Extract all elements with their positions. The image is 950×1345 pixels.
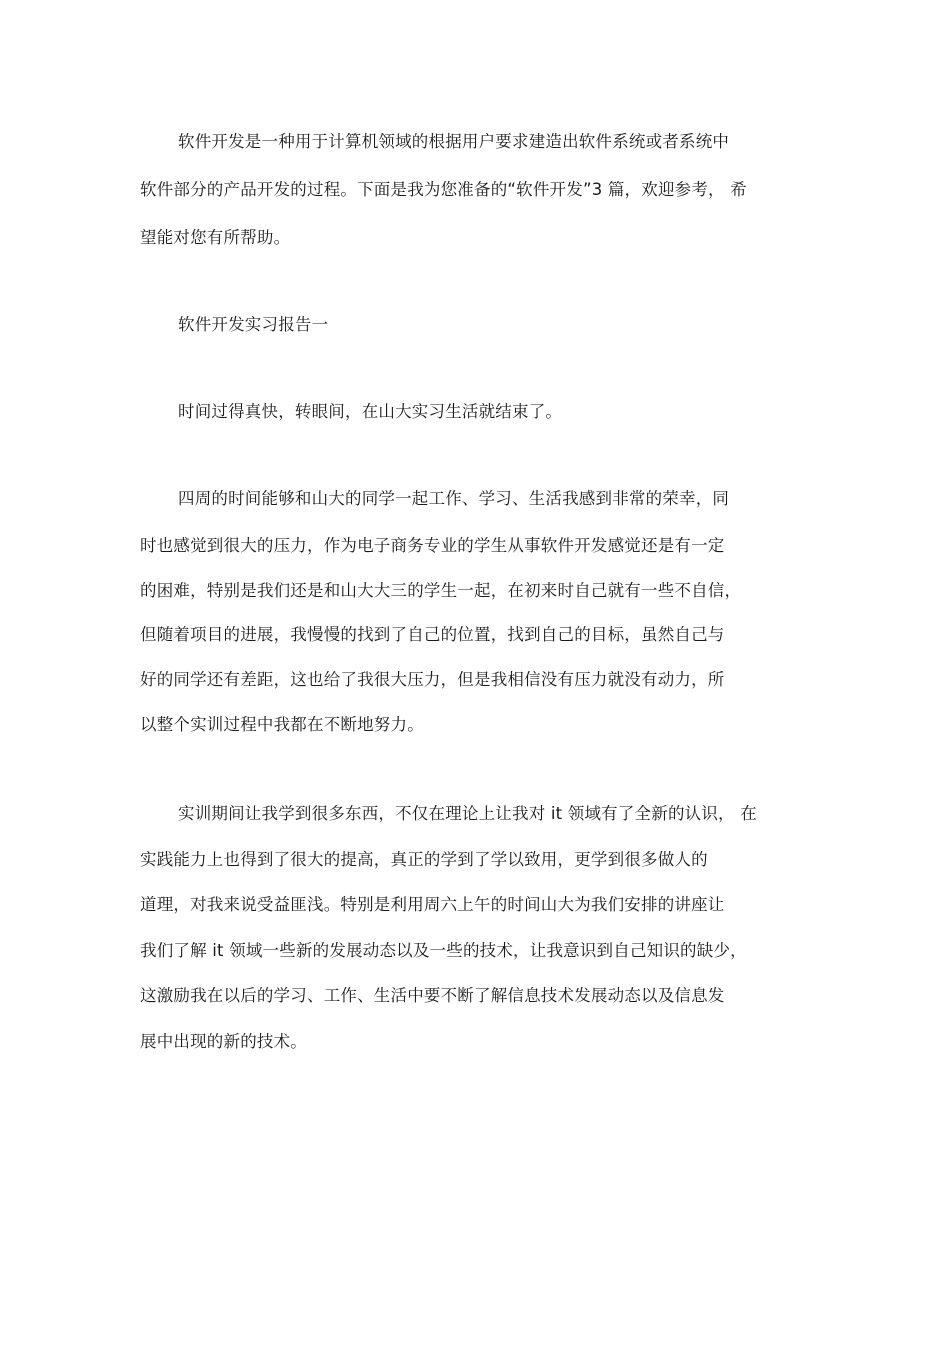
four-weeks-line-2: 时也感觉到很大的压力，作为电子商务专业的学生从事软件开发感觉还是有一定 [140, 536, 725, 555]
training-line-6: 展中出现的新的技术。 [140, 1032, 307, 1051]
four-weeks-line-5: 好的同学还有差距，这也给了我很大压力，但是我相信没有压力就没有动力，所 [140, 670, 725, 689]
training-line-1: 实训期间让我学到很多东西，不仅在理论上让我对 it 领域有了全新的认识， 在 [178, 804, 757, 823]
four-weeks-line-3: 的困难，特别是我们还是和山大大三的学生一起，在初来时自己就有一些不自信， [140, 581, 742, 600]
intro-line-3: 望能对您有所帮助。 [140, 228, 291, 247]
four-weeks-line-6: 以整个实训过程中我都在不断地努力。 [140, 715, 424, 734]
training-line-4: 我们了解 it 领域一些新的发展动态以及一些的技术，让我意识到自己知识的缺少， [140, 941, 747, 960]
time-flies-line: 时间过得真快，转眼间，在山大实习生活就结束了。 [178, 402, 563, 421]
intro-line-2: 软件部分的产品开发的过程。下面是我为您准备的“软件开发”3 篇，欢迎参考， 希 [140, 180, 747, 199]
training-line-3: 道理，对我来说受益匪浅。特别是利用周六上午的时间山大为我们安排的讲座让 [140, 895, 725, 914]
report-title: 软件开发实习报告一 [178, 315, 329, 334]
training-line-5: 这激励我在以后的学习、工作、生活中要不断了解信息技术发展动态以及信息发 [140, 986, 725, 1005]
four-weeks-line-1: 四周的时间能够和山大的同学一起工作、学习、生活我感到非常的荣幸，同 [178, 489, 730, 508]
training-line-2: 实践能力上也得到了很大的提高，真正的学到了学以致用，更学到很多做人的 [140, 850, 708, 869]
intro-line-1: 软件开发是一种用于计算机领域的根据用户要求建造出软件系统或者系统中 [178, 132, 730, 151]
four-weeks-line-4: 但随着项目的进展，我慢慢的找到了自己的位置，找到自己的目标，虽然自己与 [140, 625, 725, 644]
